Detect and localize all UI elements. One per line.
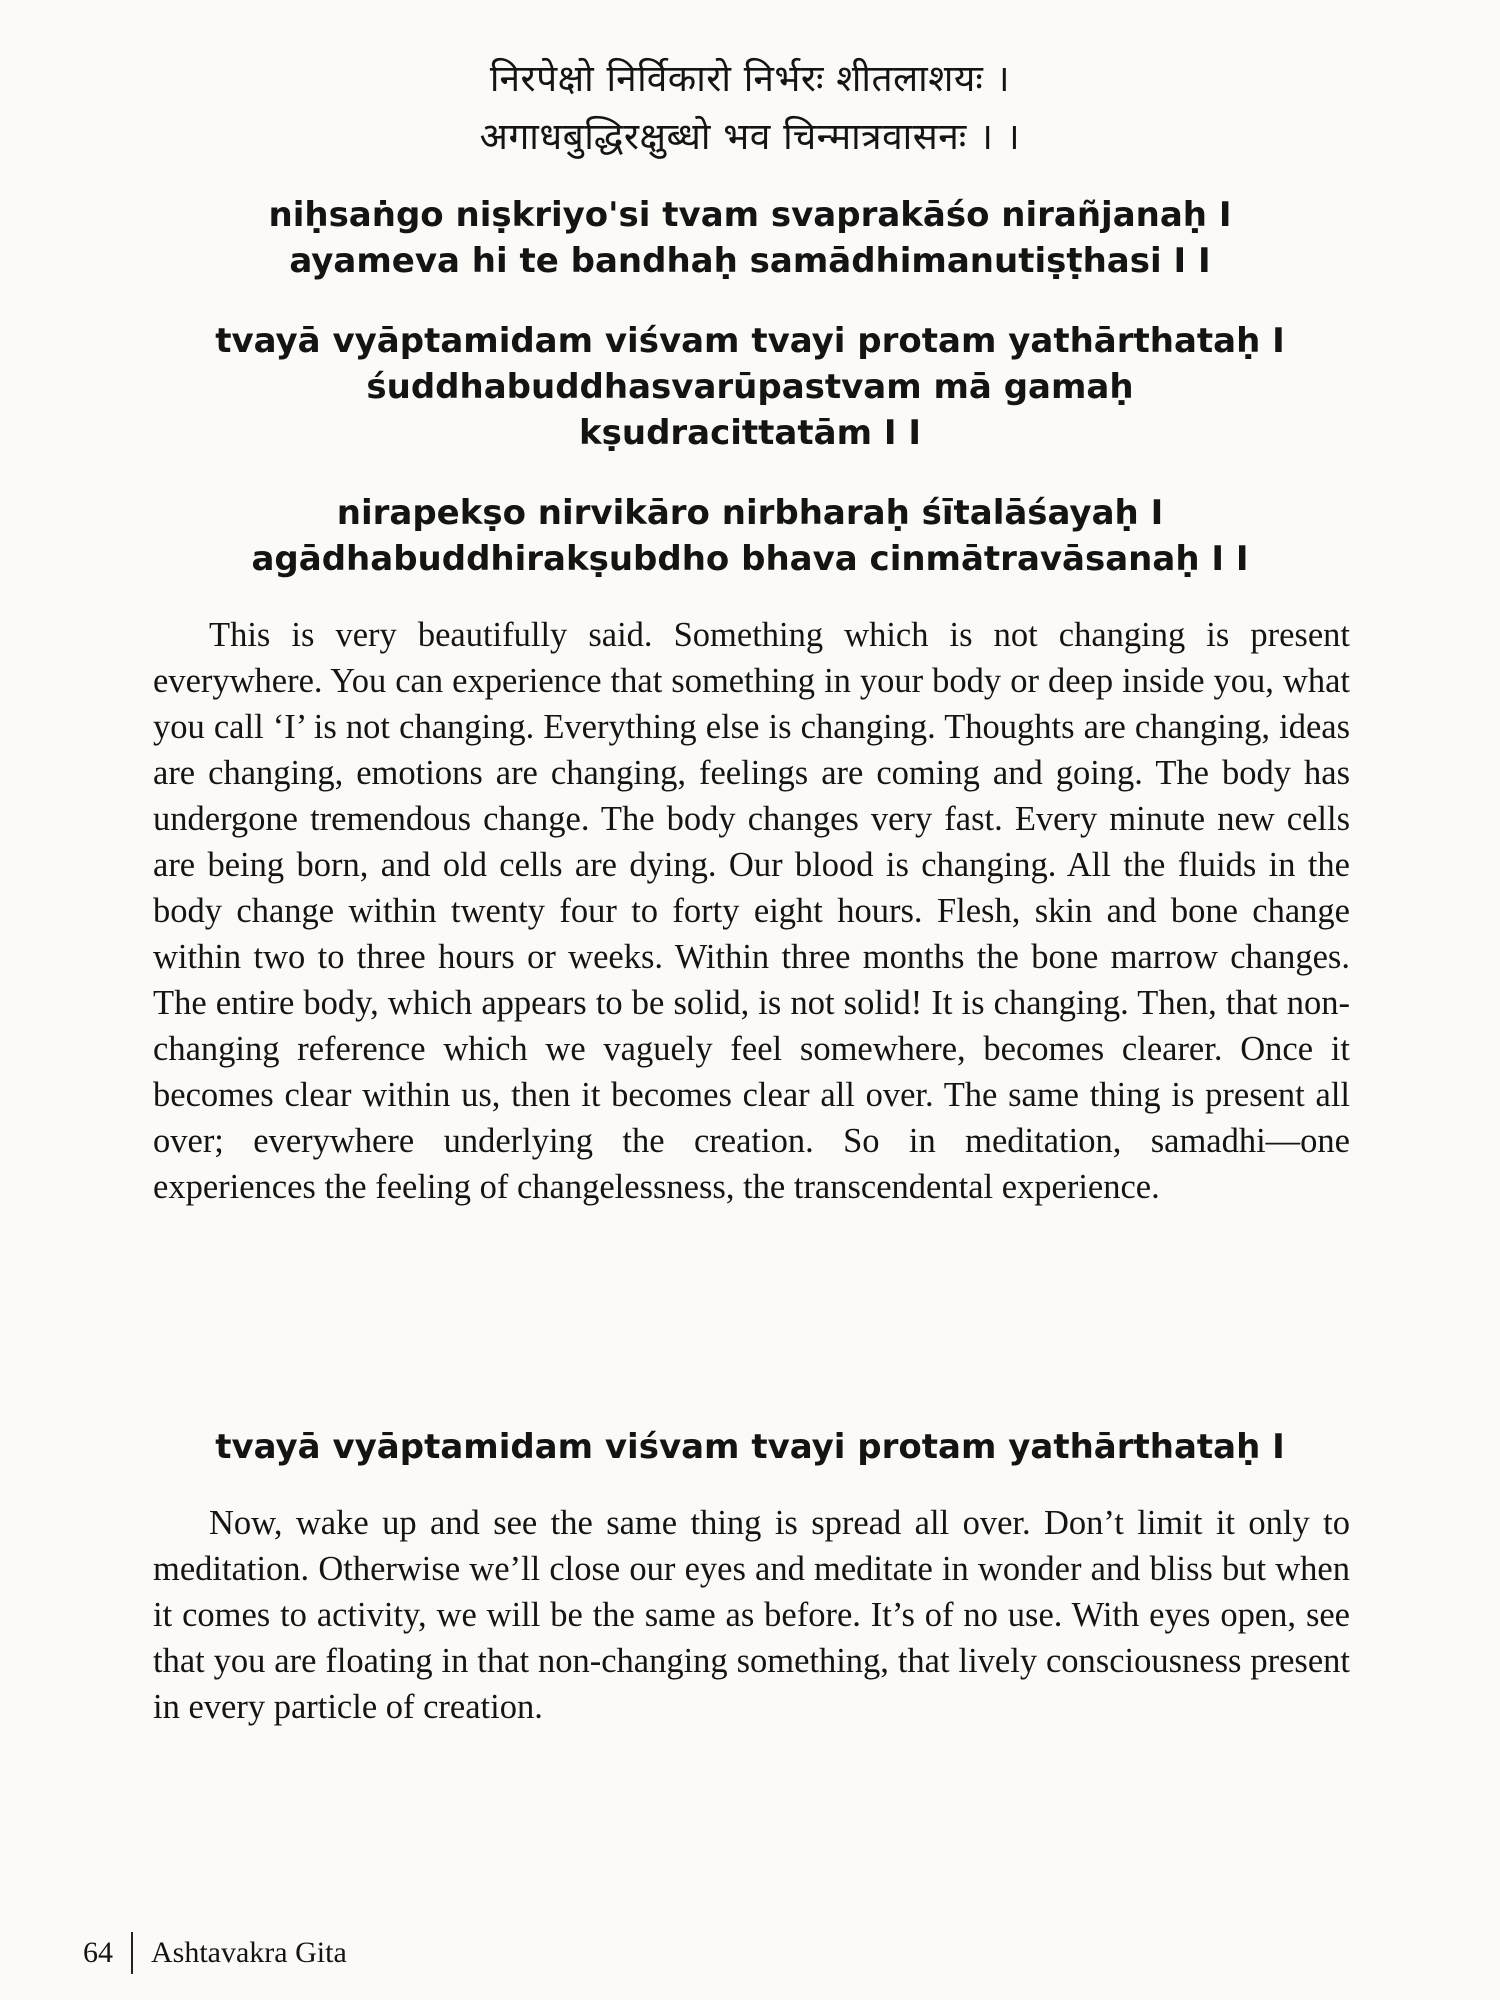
verse-line: ayameva hi te bandhaḥ samādhimanutiṣṭhasi I I [289, 241, 1211, 281]
quoted-verse [130, 1424, 1370, 1470]
footer-divider [131, 1932, 133, 1974]
page-number: 64 [83, 1936, 113, 1969]
devanagari-line-2: अगाधबुद्धिरक्षुब्धो भव चिन्मात्रवासनः । । [479, 115, 1021, 158]
book-title: Ashtavakra Gita [151, 1936, 347, 1969]
page-footer [83, 1932, 347, 1974]
commentary-paragraph-1: This is very beautifully said. Something which is not changing is present everywhere. You can experience that something in your body or deep inside you, what you call ‘I’ is not changing. Everything else is changing. Thoughts are changing, ideas are changing, emotions are changing, feelings are coming and going. The body has undergone tremendous change. The body changes very fast. Every minute new cells are being born, and old cells are dying. Our blood is changing. All the fluids in the body change within twenty four to forty eight hours. Flesh, skin and bone change within two to three hours or weeks. Within three months the bone marrow changes. The entire body, which appears to be solid, is not solid! It is changing. Then, that non-changing reference which we vaguely feel somewhere, becomes clearer. Once it becomes clear within us, then it becomes clear all over. The same thing is present all over; everywhere underlying the creation. So in meditation, samadhi—one experiences the feeling of changelessness, the transcendental experience. [153, 616, 1350, 1206]
transliteration-verse-1 [130, 192, 1370, 284]
commentary-paragraph-2: Now, wake up and see the same thing is spread all over. Don’t limit it only to meditation. Otherwise we’ll close our eyes and meditate in wonder and bliss but when it comes to activity, we will be the same as before. It’s of no use. With eyes open, see that you are floating in that non-changing something, that lively consciousness present in every particle of creation. [153, 1504, 1350, 1726]
transliteration-verse-2 [130, 318, 1370, 456]
verse-line: nirapekṣo nirvikāro nirbharaḥ śītalāśayaḥ I [336, 493, 1164, 533]
devanagari-verse [0, 50, 1500, 166]
verse-line: niḥsaṅgo niṣkriyo'si tvam svaprakāśo nirañjanaḥ I [268, 195, 1232, 235]
verse-line: tvayā vyāptamidam viśvam tvayi protam yathārthataḥ I [215, 1427, 1285, 1467]
verse-line: śuddhabuddhasvarūpastvam mā gamaḥ [366, 367, 1134, 407]
verse-line: agādhabuddhirakṣubdho bhava cinmātravāsanaḥ I I [251, 539, 1249, 579]
verse-line: tvayā vyāptamidam viśvam tvayi protam yathārthataḥ I [215, 321, 1285, 361]
verse-line: kṣudracittatām I I [579, 413, 921, 453]
transliteration-verse-3 [130, 490, 1370, 582]
devanagari-line-1: निरपेक्षो निर्विकारो निर्भरः शीतलाशयः । [489, 57, 1011, 100]
